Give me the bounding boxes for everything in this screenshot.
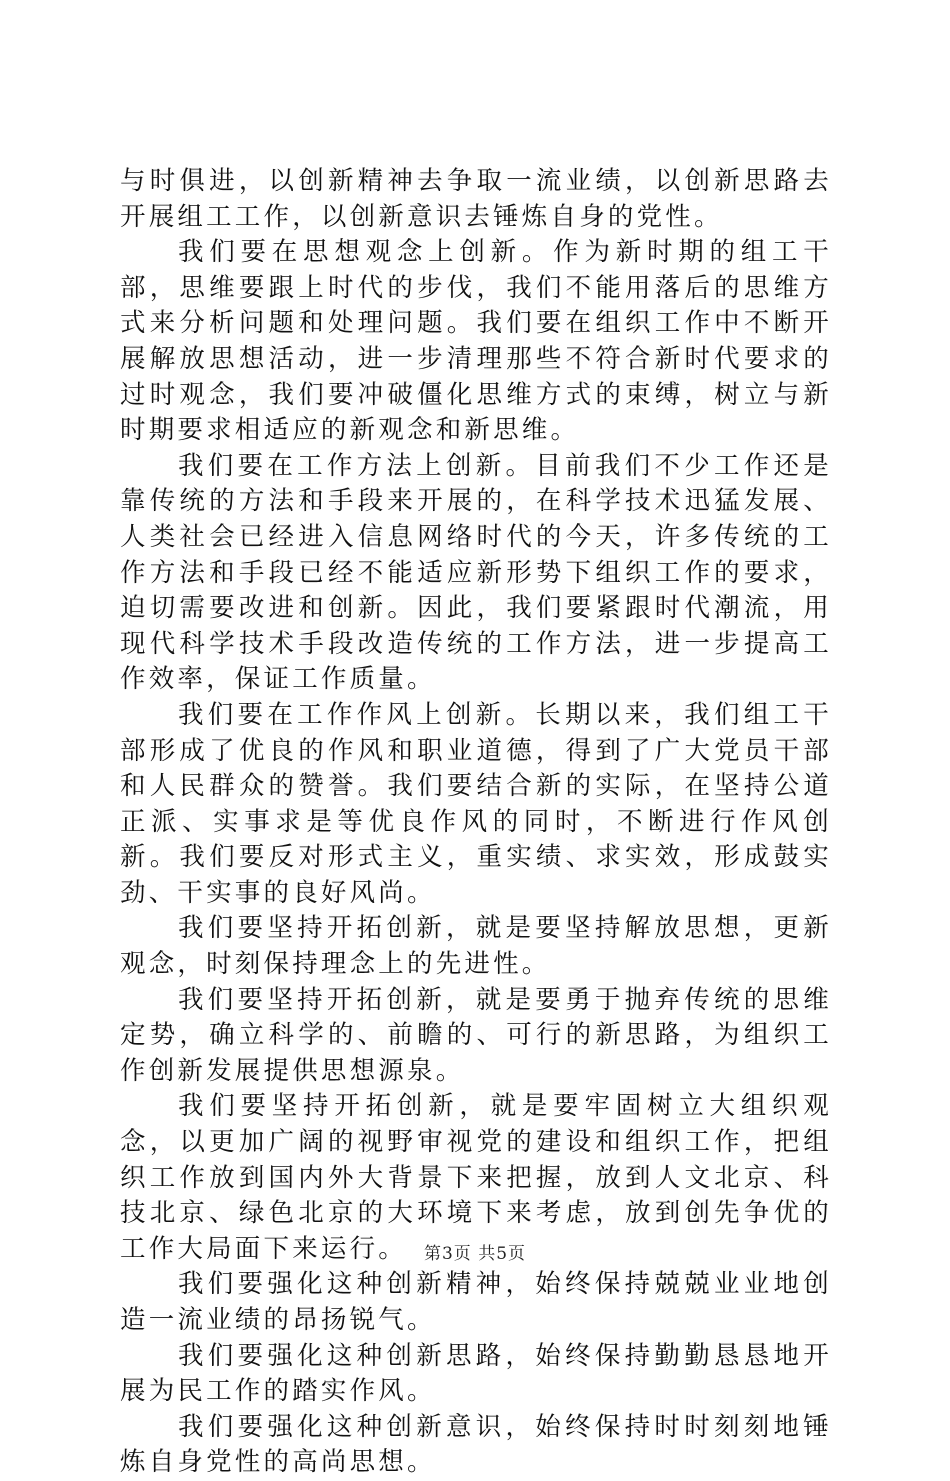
paragraph: 我们要强化这种创新思路，始终保持勤勤恳恳地开展为民工作的踏实作风。 (120, 1340, 832, 1407)
paragraph: 我们要强化这种创新精神，始终保持兢兢业业地创造一流业绩的昂扬锐气。 (120, 1269, 832, 1335)
paragraph: 我们要坚持开拓创新，就是要勇于抛弃传统的思维定势，确立科学的、前瞻的、可行的新思路，为组织工作创新发展提供思想源泉。 (120, 984, 832, 1086)
paragraph: 我们要坚持开拓创新，就是要牢固树立大组织观念，以更加广阔的视野审视党的建设和组织工作，把组织工作放到国内外大背景下来把握，放到人文北京、科技北京、绿色北京的大环境下来考虑，放到创先争优的工作大局面下来运行。 (120, 1091, 832, 1264)
paragraph: 我们要在工作作风上创新。长期以来，我们组工干部形成了优良的作风和职业道德，得到了广大党员干部和人民群众的赞誉。我们要结合新的实际，在坚持公道正派、实事求是等优良作风的同时，不断进行作风创新。我们要反对形式主义，重实绩、求实效，形成鼓实劲、干实事的良好风尚。 (120, 699, 832, 908)
paragraph: 我们要坚持开拓创新，就是要坚持解放思想，更新观念，时刻保持理念上的先进性。 (120, 913, 832, 980)
paragraph: 我们要在思想观念上创新。作为新时期的组工干部，思维要跟上时代的步伐，我们不能用落后的思维方式来分析问题和处理问题。我们要在组织工作中不断开展解放思想活动，进一步清理那些不符合新时代要求的过时观念，我们要冲破僵化思维方式的束缚，树立与新时期要求相适应的新观念和新思维。 (120, 237, 832, 446)
paragraph-continued: 与时俱进，以创新精神去争取一流业绩，以创新思路去开展组工工作，以创新意识去锤炼自身的党性。 (120, 166, 832, 232)
paragraph: 我们要在工作方法上创新。目前我们不少工作还是靠传统的方法和手段来开展的，在科学技术迅猛发展、人类社会已经进入信息网络时代的今天，许多传统的工作方法和手段已经不能适应新形势下组织工作的要求，迫切需要改进和创新。因此，我们要紧跟时代潮流，用现代科学技术手段改造传统的工作方法，进一步提高工作效率，保证工作质量。 (120, 450, 832, 695)
document-body (120, 164, 832, 1481)
page-number-footer: 第3页 共5页 (423, 1244, 527, 1264)
paragraph: 我们要强化这种创新意识，始终保持时时刻刻地锤炼自身党性的高尚思想。 (120, 1411, 832, 1478)
